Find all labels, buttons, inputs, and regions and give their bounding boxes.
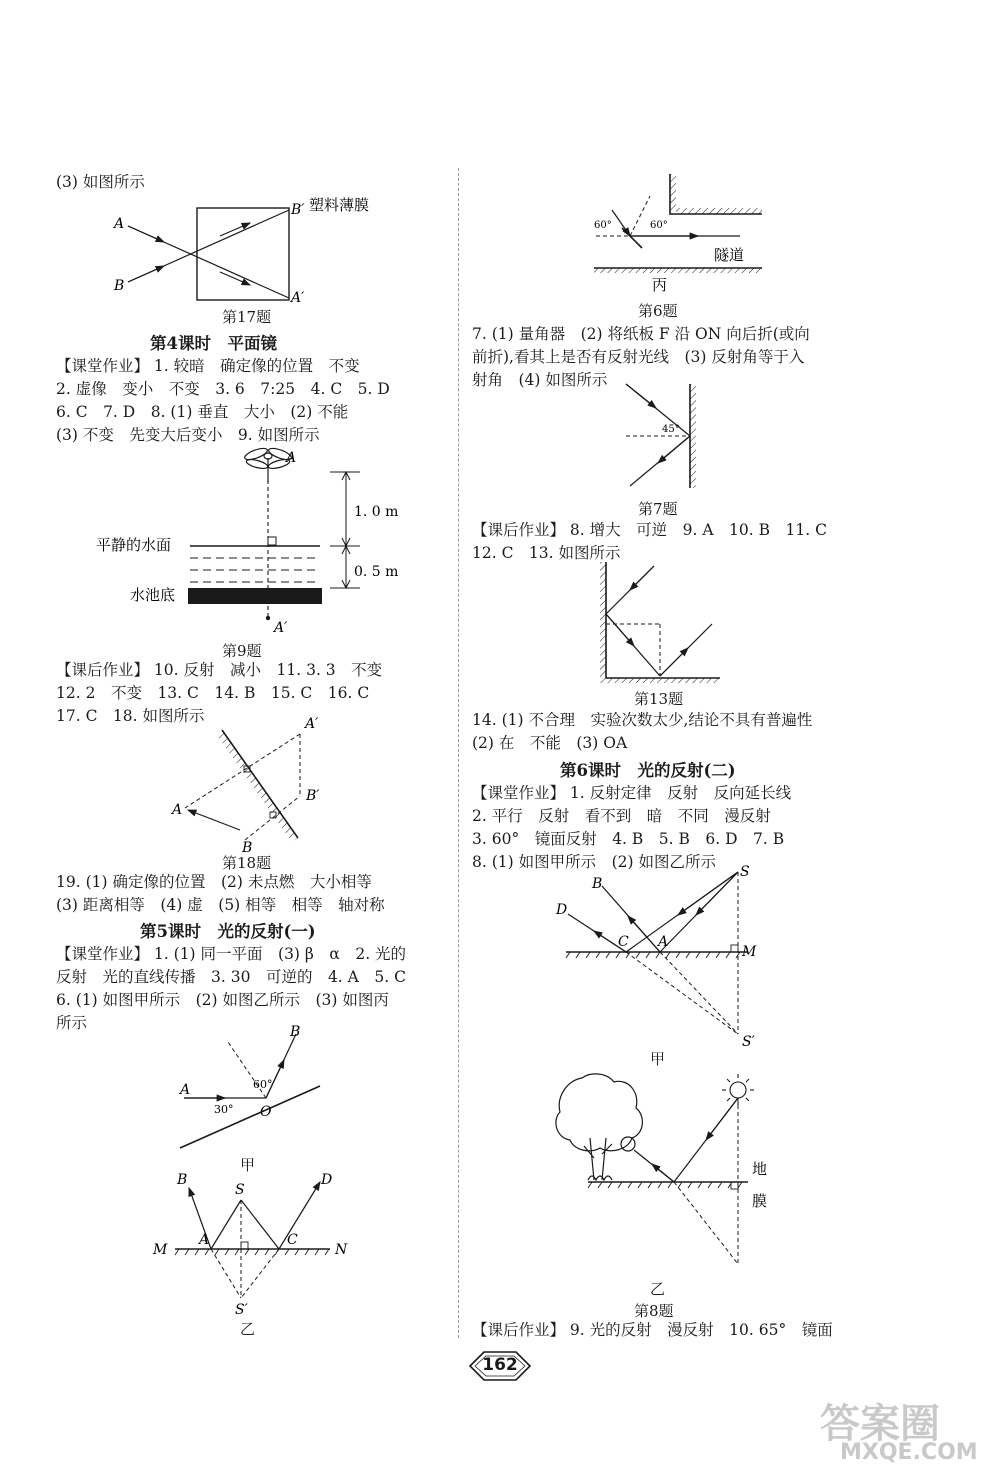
figure-17-diagram [100, 190, 420, 305]
point-label-b: B [290, 1024, 301, 1040]
water-surface-label: 平静的水面 [96, 536, 172, 554]
point-label-d: D [556, 902, 568, 918]
column-divider [458, 168, 459, 1338]
answer-line: 7. (1) 量角器 (2) 将纸板 F 沿 ON 向后折(或向 [472, 325, 810, 343]
answer-line: 【课堂作业】 1. 反射定律 反射 反向延长线 [472, 784, 792, 802]
film-label: 膜 [752, 1192, 768, 1210]
figure-18-diagram [160, 712, 340, 856]
figure-caption: 第8题 [634, 1302, 674, 1320]
point-label-c: C [287, 1232, 298, 1248]
point-label-a-prime: A′ [274, 620, 288, 636]
answer-line: 2. 虚像 变小 不变 3. 6 7:25 4. C 5. D [56, 380, 390, 398]
answer-line: 17. C 18. 如图所示 [56, 707, 205, 725]
angle-label: 30° [214, 1103, 234, 1116]
figure-caption: 甲 [650, 1050, 666, 1068]
point-label-m: M [153, 1242, 168, 1258]
angle-label: 60° [253, 1078, 273, 1091]
figure-sub-label: 丙 [652, 276, 668, 294]
answer-line: (2) 在 不能 (3) OA [472, 734, 628, 752]
point-label-a-prime: A′ [305, 716, 319, 732]
point-label-b-prime: B′ [291, 202, 305, 218]
figure-caption: 第13题 [634, 690, 684, 708]
figure-7-diagram [610, 380, 720, 490]
point-label-n: N [335, 1242, 348, 1258]
point-label-b: B [177, 1172, 188, 1188]
watermark-url: MXQE.COM [840, 1440, 978, 1465]
answer-line: 所示 [56, 1014, 88, 1032]
ground-label: 地 [752, 1160, 768, 1178]
tunnel-label: 隧道 [714, 246, 745, 264]
answer-line: 2. 平行 反射 看不到 暗 不同 漫反射 [472, 807, 771, 825]
figure-caption: 第6题 [638, 302, 678, 320]
figure-8-jia-diagram [548, 858, 778, 1048]
figure-6-yi-diagram [145, 1168, 355, 1318]
film-label: 塑料薄膜 [309, 196, 370, 214]
figure-caption: 第7题 [638, 500, 678, 518]
point-label-m: M [742, 944, 757, 960]
answer-line: (3) 不变 先变大后变小 9. 如图所示 [56, 426, 320, 444]
section-heading: 第5课时 光的反射(一) [140, 922, 316, 941]
section-heading: 第4课时 平面镜 [150, 334, 277, 353]
angle-label: 60° [594, 220, 612, 231]
answer-line: (3) 距离相等 (4) 虚 (5) 相等 相等 轴对称 [56, 896, 385, 914]
figure-caption: 第17题 [222, 308, 272, 326]
answer-line: 6. C 7. D 8. (1) 垂直 大小 (2) 不能 [56, 403, 349, 421]
answer-line: 【课堂作业】 1. 较暗 确定像的位置 不变 [56, 357, 360, 375]
angle-label: 45° [662, 424, 680, 435]
answer-line: 19. (1) 确定像的位置 (2) 未点燃 大小相等 [56, 873, 372, 891]
answer-line: 12. 2 不变 13. C 14. B 15. C 16. C [56, 684, 370, 702]
answer-line: 【课后作业】 10. 反射 减小 11. 3. 3 不变 [56, 661, 383, 679]
pool-bottom-label: 水池底 [130, 586, 176, 604]
figure-6-jia-diagram [170, 1020, 330, 1155]
figure-caption: 乙 [650, 1280, 666, 1298]
figure-13-diagram [596, 560, 726, 685]
answer-line: 反射 光的直线传播 3. 30 可逆的 4. A 5. C [56, 968, 406, 986]
point-label-s-prime: S′ [235, 1302, 248, 1318]
point-label-b: B [592, 876, 603, 892]
answer-line: 【课堂作业】 1. (1) 同一平面 (3) β α 2. 光的 [56, 945, 407, 963]
figure-9-diagram [90, 440, 430, 640]
figure-caption: 甲 [240, 1156, 256, 1174]
point-label-s-prime: S′ [742, 1034, 755, 1050]
point-label-a: A [199, 1232, 210, 1248]
answer-line: (3) 如图所示 [56, 173, 145, 191]
point-label-d: D [321, 1172, 333, 1188]
point-label-o: O [260, 1104, 272, 1120]
point-label-c: C [618, 934, 629, 950]
answer-line: 3. 60° 镜面反射 4. B 5. B 6. D 7. B [472, 830, 785, 848]
answer-line: 14. (1) 不合理 实验次数太少,结论不具有普遍性 [472, 711, 813, 729]
answer-line: 12. C 13. 如图所示 [472, 544, 621, 562]
figure-6-bing-diagram [590, 170, 790, 295]
answer-line: 【课后作业】 8. 增大 可逆 9. A 10. B 11. C [472, 521, 827, 539]
tree-icon [556, 1074, 642, 1180]
figure-8-yi-diagram [548, 1068, 788, 1278]
angle-label: 60° [650, 220, 668, 231]
point-label-a: A [286, 450, 297, 466]
point-label-a: A [180, 1082, 191, 1098]
answer-line: 前折),看其上是否有反射光线 (3) 反射角等于入 [472, 348, 805, 366]
point-label-b-prime: B′ [306, 788, 320, 804]
answer-line: 射角 (4) 如图所示 [472, 371, 608, 389]
answer-line: 【课后作业】 9. 光的反射 漫反射 10. 65° 镜面 [472, 1321, 833, 1339]
point-label-b: B [114, 278, 125, 294]
point-label-a: A [658, 934, 669, 950]
distance-label: 1. 0 m [354, 504, 399, 520]
figure-caption: 乙 [240, 1320, 256, 1338]
page-number-badge [466, 1348, 534, 1384]
answer-line: 8. (1) 如图甲所示 (2) 如图乙所示 [472, 853, 716, 871]
section-heading: 第6课时 光的反射(二) [560, 761, 736, 780]
figure-caption: 第18题 [222, 854, 272, 872]
answer-line: 6. (1) 如图甲所示 (2) 如图乙所示 (3) 如图丙 [56, 991, 389, 1009]
point-label-a: A [114, 216, 125, 232]
point-label-s: S [740, 864, 750, 880]
point-label-b: B [242, 840, 253, 856]
figure-caption: 第9题 [222, 642, 262, 660]
point-label-s: S [235, 1182, 245, 1198]
watermark-logo: 答案圈 [820, 1401, 940, 1447]
point-label-a-prime: A′ [291, 290, 305, 306]
distance-label: 0. 5 m [354, 564, 399, 580]
page-number: 162 [482, 1355, 518, 1375]
point-label-a: A [172, 802, 183, 818]
